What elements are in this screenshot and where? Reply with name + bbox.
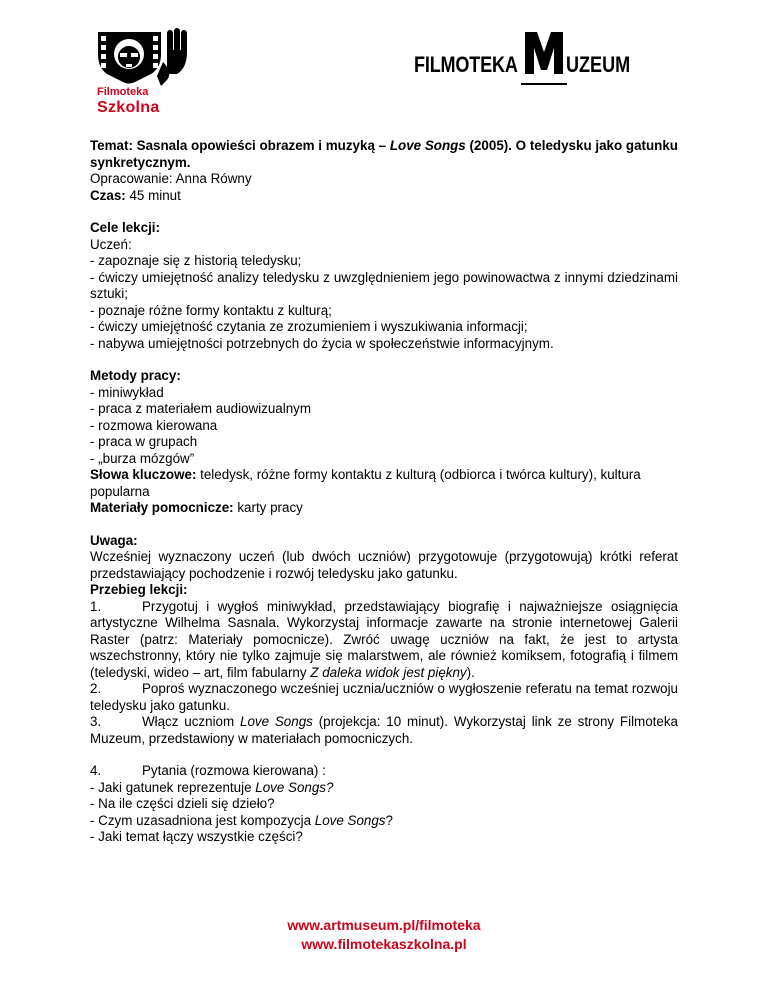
goal-item: - ćwiczy umiejętność czytania ze zrozumieniem i wyszukiwania informacji; (90, 319, 528, 334)
step-number: 1. (90, 598, 102, 614)
topic-title-start: Sasnala opowieści obrazem i muzyką – (136, 138, 387, 153)
keywords-line (90, 467, 678, 500)
step-text-italic: Love Songs (240, 714, 313, 729)
keywords-label: Słowa kluczowe: (90, 467, 197, 482)
topic-label: Temat: (90, 138, 133, 153)
materials-text: karty pracy (237, 500, 303, 515)
procedure-step-1 (90, 599, 678, 682)
big-m-logo-icon (521, 30, 567, 92)
author-line: Opracowanie: Anna Równy (90, 171, 252, 186)
methods-label: Metody pracy: (90, 368, 181, 383)
note-section (90, 533, 678, 583)
keywords-text: teledysk, różne formy kontaktu z kulturą (odbiorca i twórca kultury), kultura popularna (90, 467, 641, 499)
question-item: - Jaki gatunek reprezentuje Love Songs? (90, 779, 334, 795)
method-item: - miniwykład (90, 384, 164, 400)
procedure-step-4 (90, 763, 678, 846)
goal-item: - ćwiczy umiejętność analizy teledysku z uwzględnieniem jego powinowactwa z innymi dziedzinami sztuki; (90, 269, 678, 301)
topic-title-italic: Love Songs (389, 138, 466, 153)
goal-item: - zapoznaje się z historią teledysku; (90, 253, 302, 268)
step-text-italic: Z daleka widok jest piękny (310, 664, 467, 680)
goal-item: - poznaje różne formy kontaktu z kulturą; (90, 302, 332, 318)
methods-section (90, 368, 678, 467)
question-item: - Jaki temat łączy wszystkie części? (90, 829, 303, 844)
method-item: - „burza mózgów” (90, 450, 195, 466)
note-label: Uwaga: (90, 532, 138, 548)
step-text: Poproś wyznaczonego wcześniej ucznia/uczniów o wygłoszenie referatu na temat rozwoju teledysku jako gatunku. (90, 681, 678, 713)
step-text: Włącz uczniom (142, 714, 235, 729)
method-item: - praca z materiałem audiowizualnym (90, 401, 312, 416)
materials-label: Materiały pomocnicze: (90, 500, 234, 515)
materials-line (90, 500, 678, 517)
procedure-step-3 (90, 714, 678, 747)
step-number: 3. (90, 714, 102, 729)
topic-title-end: (2005). O teledysku jako gatunku synkretycznym. (90, 138, 678, 170)
procedure-label: Przebieg lekcji: (90, 582, 188, 597)
question-item: - Czym uzasadniona jest kompozycja Love Songs? (90, 812, 393, 828)
goals-section (90, 220, 678, 352)
step-text-end: ). (466, 664, 475, 680)
step-text: Pytania (rozmowa kierowana) : (142, 763, 326, 778)
topic-heading (90, 138, 678, 171)
time-line (90, 188, 678, 205)
logo-line-szkolna: Szkolna (97, 99, 160, 116)
method-item: - praca w grupach (90, 434, 198, 449)
footer-link-filmotekaszkolna[interactable]: www.filmotekaszkolna.pl (301, 936, 467, 952)
film-strip-logo-icon (95, 28, 195, 86)
logo-word-uzeum: UZEUM (566, 52, 631, 77)
procedure-step-2 (90, 681, 678, 714)
note-text: Wcześniej wyznaczony uczeń (lub dwóch uczniów) przygotowuje (przygotowują) krótki referat przedstawiający pochodzenie i rozwój teledysku jako gatunku. (90, 549, 678, 581)
step-text-end: (projekcja: 10 minut). Wykorzystaj link ze strony Filmoteka Muzeum, przedstawiony w materiałach pomocniczych. (90, 714, 678, 746)
lesson-plan-body (90, 138, 678, 846)
step-text: Przygotuj i wygłoś miniwykład, przedstawiający biografię i najważniejsze osiągnięcia artystyczne Wilhelma Sasnala. Wykorzystaj informacje zawarte na stronie internetowej Galerii Raster (patrz: Materiały pomocnicze). Zwróć uwagę uczniów na fakt, że jest to artysta wszechstronny, który nie tylko zajmuje się malarstwem, ale również komiksem, fotografią i filmem (teledyski, wideo – art, film fabularny (90, 598, 678, 680)
logo-word-filmoteka: FILMOTEKA (414, 52, 518, 77)
footer-link-artmuseum[interactable]: www.artmuseum.pl/filmoteka (287, 917, 481, 933)
step-number: 2. (90, 681, 102, 696)
question-item: - Na ile części dzieli się dzieło? (90, 796, 275, 811)
goals-label: Cele lekcji: (90, 220, 160, 235)
filmoteka-muzeum-logo (414, 30, 684, 100)
goal-item: - nabywa umiejętności potrzebnych do życia w społeczeństwie informacyjnym. (90, 335, 554, 351)
filmoteka-szkolna-logo (95, 28, 195, 123)
time-value: 45 minut (129, 187, 181, 203)
logo-line-filmoteka: Filmoteka (97, 86, 149, 98)
method-item: - rozmowa kierowana (90, 417, 218, 433)
time-label: Czas: (90, 187, 126, 203)
step-number: 4. (90, 763, 102, 778)
goals-intro: Uczeń: (90, 236, 132, 252)
